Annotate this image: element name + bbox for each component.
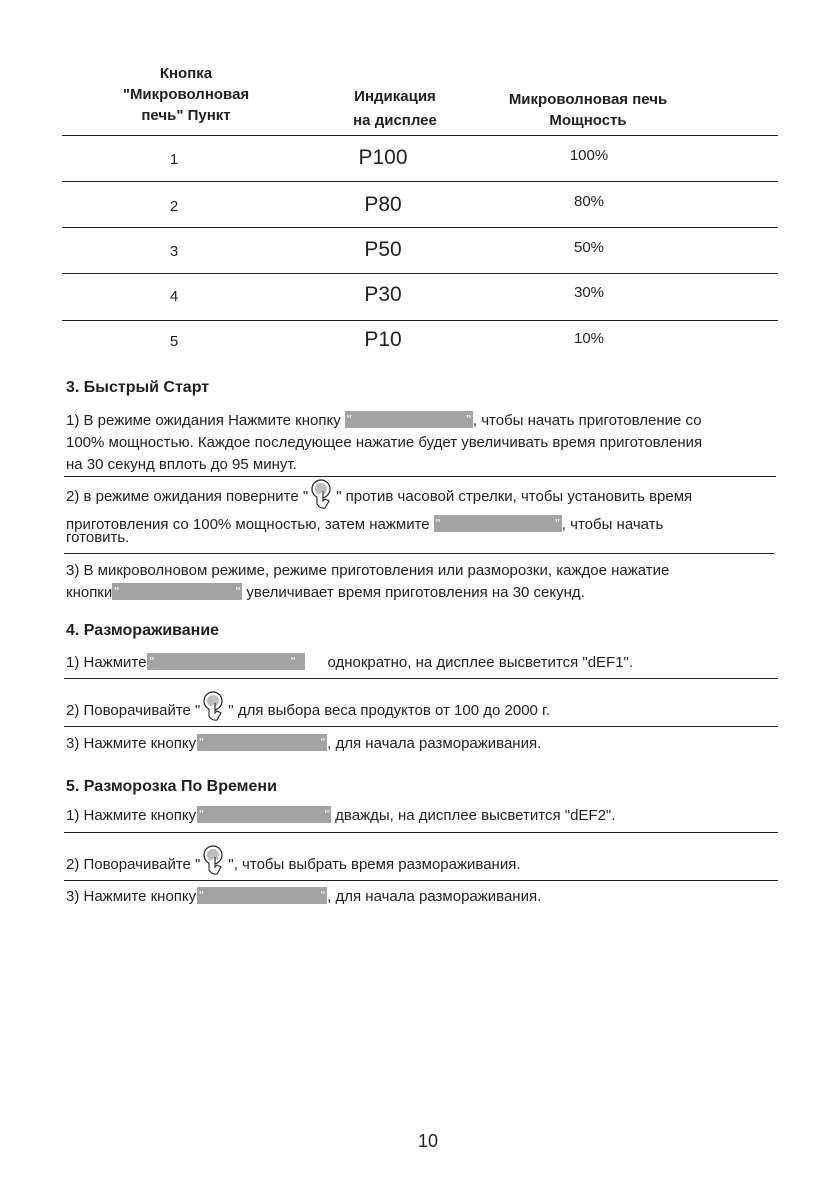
separator — [64, 726, 778, 727]
table-cell-display: P100 — [358, 146, 408, 169]
dial-knob-icon — [308, 477, 336, 507]
quick-start-step-2: 2) в режиме ожидания поверните " " против часовой стрелки, чтобы установить время — [66, 477, 692, 507]
section-defrost-title: 4. Размораживание — [66, 622, 220, 639]
defrost-button-placeholder: " " — [147, 653, 305, 670]
defrost-button-placeholder: " " — [199, 888, 326, 903]
quick-start-step-1-line-3: на 30 секунд вплоть до 95 минут. — [66, 456, 297, 473]
defrost-step-3: 3) Нажмите кнопку " " , для начала размораживания. — [66, 735, 542, 752]
start-button-placeholder: " " — [435, 516, 560, 531]
time-defrost-step-3: 3) Нажмите кнопку " " , для начала размораживания. — [66, 888, 542, 905]
table-cell-display: P10 — [364, 328, 402, 351]
quick-start-step-1-line-2: 100% мощностью. Каждое последующее нажатие будет увеличивать время приготовления — [66, 434, 703, 451]
section-time-defrost-title: 5. Разморозка По Времени — [66, 778, 277, 795]
start-button-placeholder: " " — [114, 584, 241, 599]
table-cell-item: 1 — [169, 151, 179, 168]
quick-start-step-2-line-3: готовить. — [66, 529, 130, 546]
defrost-button-placeholder: " " — [199, 807, 330, 822]
quick-start-step-3: 3) В микроволновом режиме, режиме приготовления или разморозки, каждое нажатие — [66, 562, 670, 579]
defrost-step-2: 2) Поворачивайте " " для выбора веса продуктов от 100 до 2000 г. — [66, 691, 550, 721]
table-cell-item: 4 — [169, 288, 179, 305]
section-quick-start-title: 3. Быстрый Старт — [66, 379, 210, 396]
separator — [64, 553, 774, 554]
table-cell-power: 80% — [573, 193, 605, 210]
table-header-display: Индикация на дисплее — [353, 88, 437, 129]
defrost-step-1: 1) Нажмите " " однократно, на дисплее высветится "dEF1". — [66, 654, 634, 671]
time-defrost-step-1: 1) Нажмите кнопку " " дважды, на дисплее высветится "dEF2". — [66, 807, 616, 824]
table-cell-power: 30% — [573, 284, 605, 301]
table-cell-display: P80 — [364, 193, 402, 216]
table-rule — [62, 227, 778, 228]
quick-start-step-3-line-2: кнопки " " увеличивает время приготовления на 30 секунд. — [66, 584, 585, 601]
quick-start-step-2-line-2: приготовления со 100% мощностью, затем нажмите " " , чтобы начать — [66, 516, 664, 533]
table-cell-power: 50% — [573, 239, 605, 256]
table-rule — [62, 320, 778, 321]
quick-start-step-1: 1) В режиме ожидания Нажмите кнопку " " , чтобы начать приготовление со — [66, 412, 702, 429]
table-cell-power: 10% — [573, 330, 605, 347]
table-cell-item: 5 — [169, 333, 179, 350]
table-rule — [62, 181, 778, 182]
separator — [64, 678, 778, 679]
dial-knob-icon — [200, 845, 228, 875]
separator — [64, 880, 778, 881]
page-number: 10 — [418, 1131, 439, 1151]
table-cell-display: P50 — [364, 238, 402, 261]
start-button-placeholder: " " — [346, 412, 471, 427]
defrost-button-placeholder: " " — [199, 735, 326, 750]
dial-knob-icon — [200, 691, 228, 721]
table-header-power: Микроволновая печь Мощность — [508, 91, 668, 129]
table-cell-display: P30 — [364, 283, 402, 306]
table-rule — [62, 135, 778, 136]
table-cell-item: 3 — [169, 243, 179, 260]
table-rule — [62, 273, 778, 274]
time-defrost-step-2: 2) Поворачивайте " ", чтобы выбрать время размораживания. — [66, 845, 521, 875]
table-cell-power: 100% — [569, 147, 609, 164]
table-header-button-item: Кнопка "Микроволновая печь" Пункт — [122, 65, 250, 124]
table-cell-item: 2 — [169, 198, 179, 215]
separator — [64, 832, 778, 833]
